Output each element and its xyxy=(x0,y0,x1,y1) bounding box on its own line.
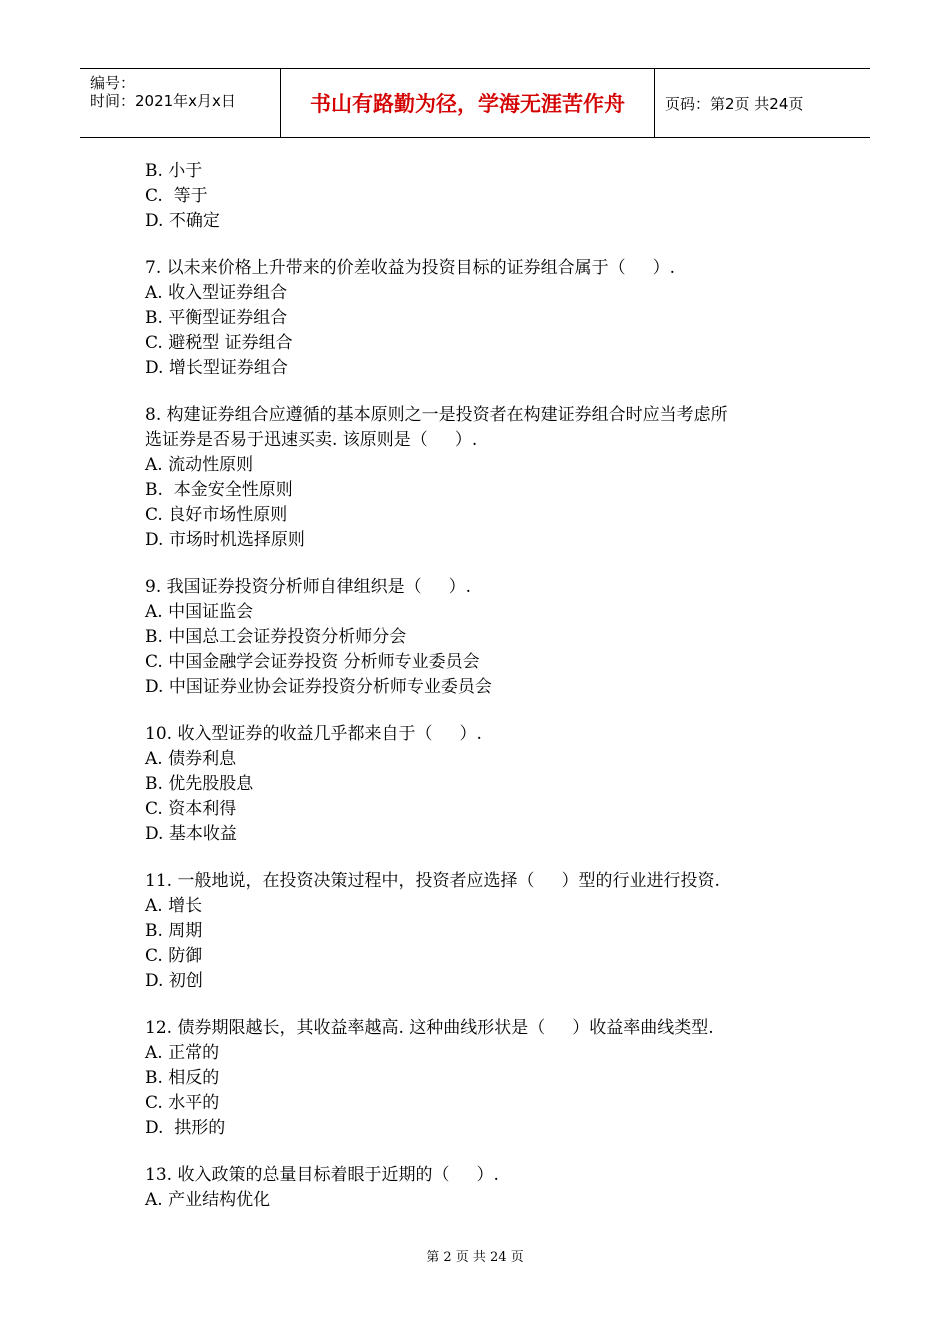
option-line: C. 水平的 xyxy=(145,1093,220,1113)
option-line: D. 市场时机选择原则 xyxy=(145,530,305,550)
option-line: D. 不确定 xyxy=(145,211,220,231)
motto: 书山有路勤为径，学海无涯苦作舟 xyxy=(310,92,625,116)
question-text: 7. 以未来价格上升带来的价差收益为投资目标的证券组合属于（ ）. xyxy=(145,258,676,278)
page-header xyxy=(80,68,870,138)
question-text: 13. 收入政策的总量目标着眼于近期的（ ）. xyxy=(145,1165,499,1185)
question-block xyxy=(145,575,845,700)
questions xyxy=(145,256,845,1213)
option-line: A. 债券利息 xyxy=(145,749,237,769)
option-line: A. 产业结构优化 xyxy=(145,1190,271,1210)
option-line: B. 优先股股息 xyxy=(145,774,254,794)
option-line: C. 防御 xyxy=(145,946,203,966)
option-line: A. 收入型证券组合 xyxy=(145,283,288,303)
option-line: B. 周期 xyxy=(145,921,203,941)
question-block xyxy=(145,722,845,847)
question-text: 选证券是否易于迅速买卖. 该原则是（ ）. xyxy=(145,430,478,450)
option-line: C. 避税型 证券组合 xyxy=(145,333,293,353)
header-meta xyxy=(80,69,280,137)
option-line: A. 正常的 xyxy=(145,1043,220,1063)
question-block xyxy=(145,403,845,553)
option-line: C. 等于 xyxy=(145,186,208,206)
number-label: 编号： xyxy=(90,74,136,92)
option-line: C. 中国金融学会证券投资 分析师专业委员会 xyxy=(145,652,480,672)
question-text: 11. 一般地说，在投资决策过程中，投资者应选择（ ）型的行业进行投资. xyxy=(145,871,720,891)
question-block xyxy=(145,869,845,994)
question-text: 12. 债券期限越长，其收益率越高. 这种曲线形状是（ ）收益率曲线类型. xyxy=(145,1018,714,1038)
question-block xyxy=(145,256,845,381)
option-line: B. 本金安全性原则 xyxy=(145,480,293,500)
option-line: C. 良好市场性原则 xyxy=(145,505,288,525)
option-line: D. 拱形的 xyxy=(145,1118,226,1138)
option-line: B. 小于 xyxy=(145,161,203,181)
option-line: D. 中国证券业协会证券投资分析师专业委员会 xyxy=(145,677,492,697)
question-block xyxy=(145,1163,845,1213)
option-line: B. 相反的 xyxy=(145,1068,220,1088)
option-line: D. 增长型证券组合 xyxy=(145,358,288,378)
question-list xyxy=(145,159,845,1213)
option-line: C. 资本利得 xyxy=(145,799,237,819)
question-text: 10. 收入型证券的收益几乎都来自于（ ）. xyxy=(145,724,482,744)
option-line: A. 中国证监会 xyxy=(145,602,254,622)
option-line: A. 流动性原则 xyxy=(145,455,254,475)
question-block xyxy=(145,1016,845,1141)
option-line: B. 平衡型证券组合 xyxy=(145,308,288,328)
option-line: D. 基本收益 xyxy=(145,824,237,844)
time-label: 时间：2021年x月x日 xyxy=(90,92,236,110)
option-line: B. 中国总工会证券投资分析师分会 xyxy=(145,627,407,647)
page-footer: 第 2 页 共 24 页 xyxy=(426,1250,524,1265)
question-text: 9. 我国证券投资分析师自律组织是（ ）. xyxy=(145,577,472,597)
question-text: 8. 构建证券组合应遵循的基本原则之一是投资者在构建证券组合时应当考虑所 xyxy=(145,405,728,425)
header-divider xyxy=(654,69,655,137)
page-info: 页码：第2页 共24页 xyxy=(665,94,804,113)
option-line: A. 增长 xyxy=(145,896,203,916)
option-line: D. 初创 xyxy=(145,971,203,991)
